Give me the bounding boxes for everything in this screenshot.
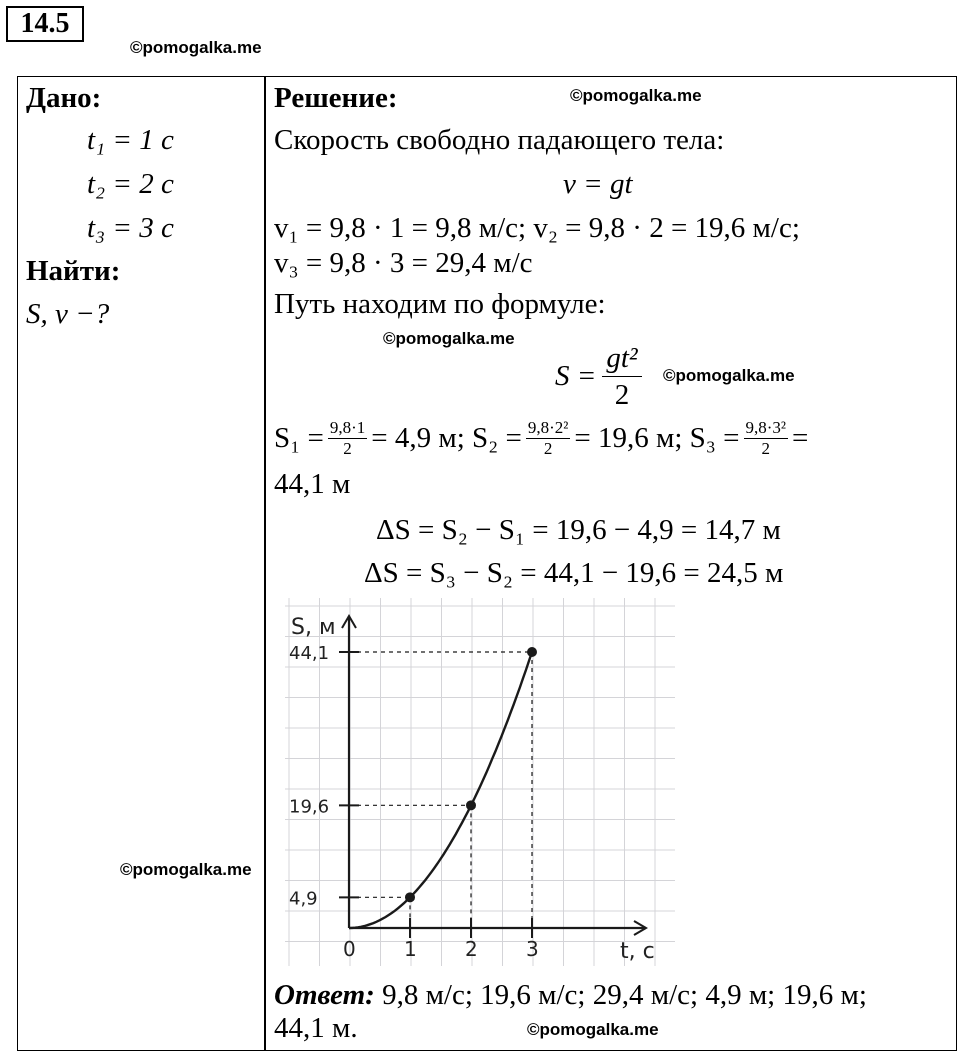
column-divider bbox=[264, 76, 266, 1051]
watermark: ©pomogalka.me bbox=[570, 86, 702, 105]
s1-fraction bbox=[328, 418, 367, 459]
watermark: ©pomogalka.me bbox=[130, 38, 262, 57]
formula-distance-denominator: 2 bbox=[614, 379, 630, 411]
y-tick-label: 44,1 bbox=[289, 643, 330, 664]
find-heading: Найти: bbox=[26, 255, 121, 287]
series-line bbox=[349, 652, 532, 928]
solution-line-2: Путь находим по формуле: bbox=[274, 288, 606, 320]
formula-distance bbox=[555, 340, 642, 413]
given-t3: t₃ = 3 с bbox=[87, 212, 174, 244]
s1-numerator: 9,8·1 bbox=[329, 418, 366, 437]
watermark: ©pomogalka.me bbox=[527, 1020, 659, 1039]
s2-denominator: 2 bbox=[543, 439, 553, 458]
x-tick-label: 2 bbox=[465, 937, 478, 961]
given-heading: Дано: bbox=[26, 82, 102, 114]
velocity-v3: v₃ = 9,8 · 3 = 29,4 м/с bbox=[274, 247, 533, 279]
y-tick-label: 19,6 bbox=[289, 796, 330, 818]
s1-lhs: S₁ = bbox=[274, 422, 324, 454]
y-tick-label: 4,9 bbox=[289, 888, 318, 910]
answer-label: Ответ: bbox=[274, 979, 375, 1011]
answer-line-2: 44,1 м. bbox=[274, 1012, 358, 1044]
x-tick-label: 1 bbox=[404, 937, 417, 961]
formula-distance-fraction bbox=[602, 340, 641, 413]
formula-distance-lhs: S = bbox=[555, 360, 597, 392]
s2-numerator: 9,8·2² bbox=[527, 418, 569, 437]
s3-numerator: 9,8·3² bbox=[745, 418, 787, 437]
watermark: ©pomogalka.me bbox=[120, 860, 252, 879]
x-axis-label: t, c bbox=[620, 939, 655, 964]
s3-fraction bbox=[744, 418, 789, 459]
answer-values: 9,8 м/с; 19,6 м/с; 29,4 м/с; 4,9 м; 19,6 м; bbox=[382, 979, 867, 1011]
formula-distance-numerator: gt² bbox=[602, 340, 641, 377]
s1-denominator: 2 bbox=[343, 439, 352, 458]
y-axis-label: S, м bbox=[291, 615, 336, 640]
formula-velocity: v = gt bbox=[563, 168, 633, 200]
solution-line-1: Скорость свободно падающего тела: bbox=[274, 124, 725, 156]
s2-fraction bbox=[526, 418, 571, 459]
s1-rhs: = 4,9 м; S₂ = bbox=[371, 422, 522, 454]
answer-line-1 bbox=[274, 979, 867, 1012]
data-point bbox=[527, 647, 537, 657]
velocity-v1-v2: v₁ = 9,8 · 1 = 9,8 м/с; v₂ = 9,8 · 2 = 19,6 м/с; bbox=[274, 212, 800, 244]
s3-value: 44,1 м bbox=[274, 468, 351, 500]
x-tick-label: 0 bbox=[343, 937, 356, 961]
distance-values bbox=[274, 418, 808, 459]
given-t2: t₂ = 2 с bbox=[87, 168, 174, 200]
distance-time-graph bbox=[285, 598, 675, 966]
given-t1: t₁ = 1 с bbox=[87, 124, 174, 156]
problem-number: 14.5 bbox=[6, 6, 84, 42]
find-items: S, v −? bbox=[26, 298, 110, 330]
s2-rhs: = 19,6 м; S₃ = bbox=[574, 422, 740, 454]
data-point bbox=[405, 892, 415, 902]
delta-s-2: ΔS = S₃ − S₂ = 44,1 − 19,6 = 24,5 м bbox=[364, 557, 784, 589]
delta-s-1: ΔS = S₂ − S₁ = 19,6 − 4,9 = 14,7 м bbox=[376, 514, 781, 546]
s3-rhs: = bbox=[792, 422, 809, 454]
data-point bbox=[466, 800, 476, 810]
watermark: ©pomogalka.me bbox=[663, 366, 795, 385]
s3-denominator: 2 bbox=[761, 439, 770, 458]
watermark: ©pomogalka.me bbox=[383, 329, 515, 348]
x-tick-label: 3 bbox=[526, 937, 539, 961]
solution-heading: Решение: bbox=[274, 82, 398, 114]
